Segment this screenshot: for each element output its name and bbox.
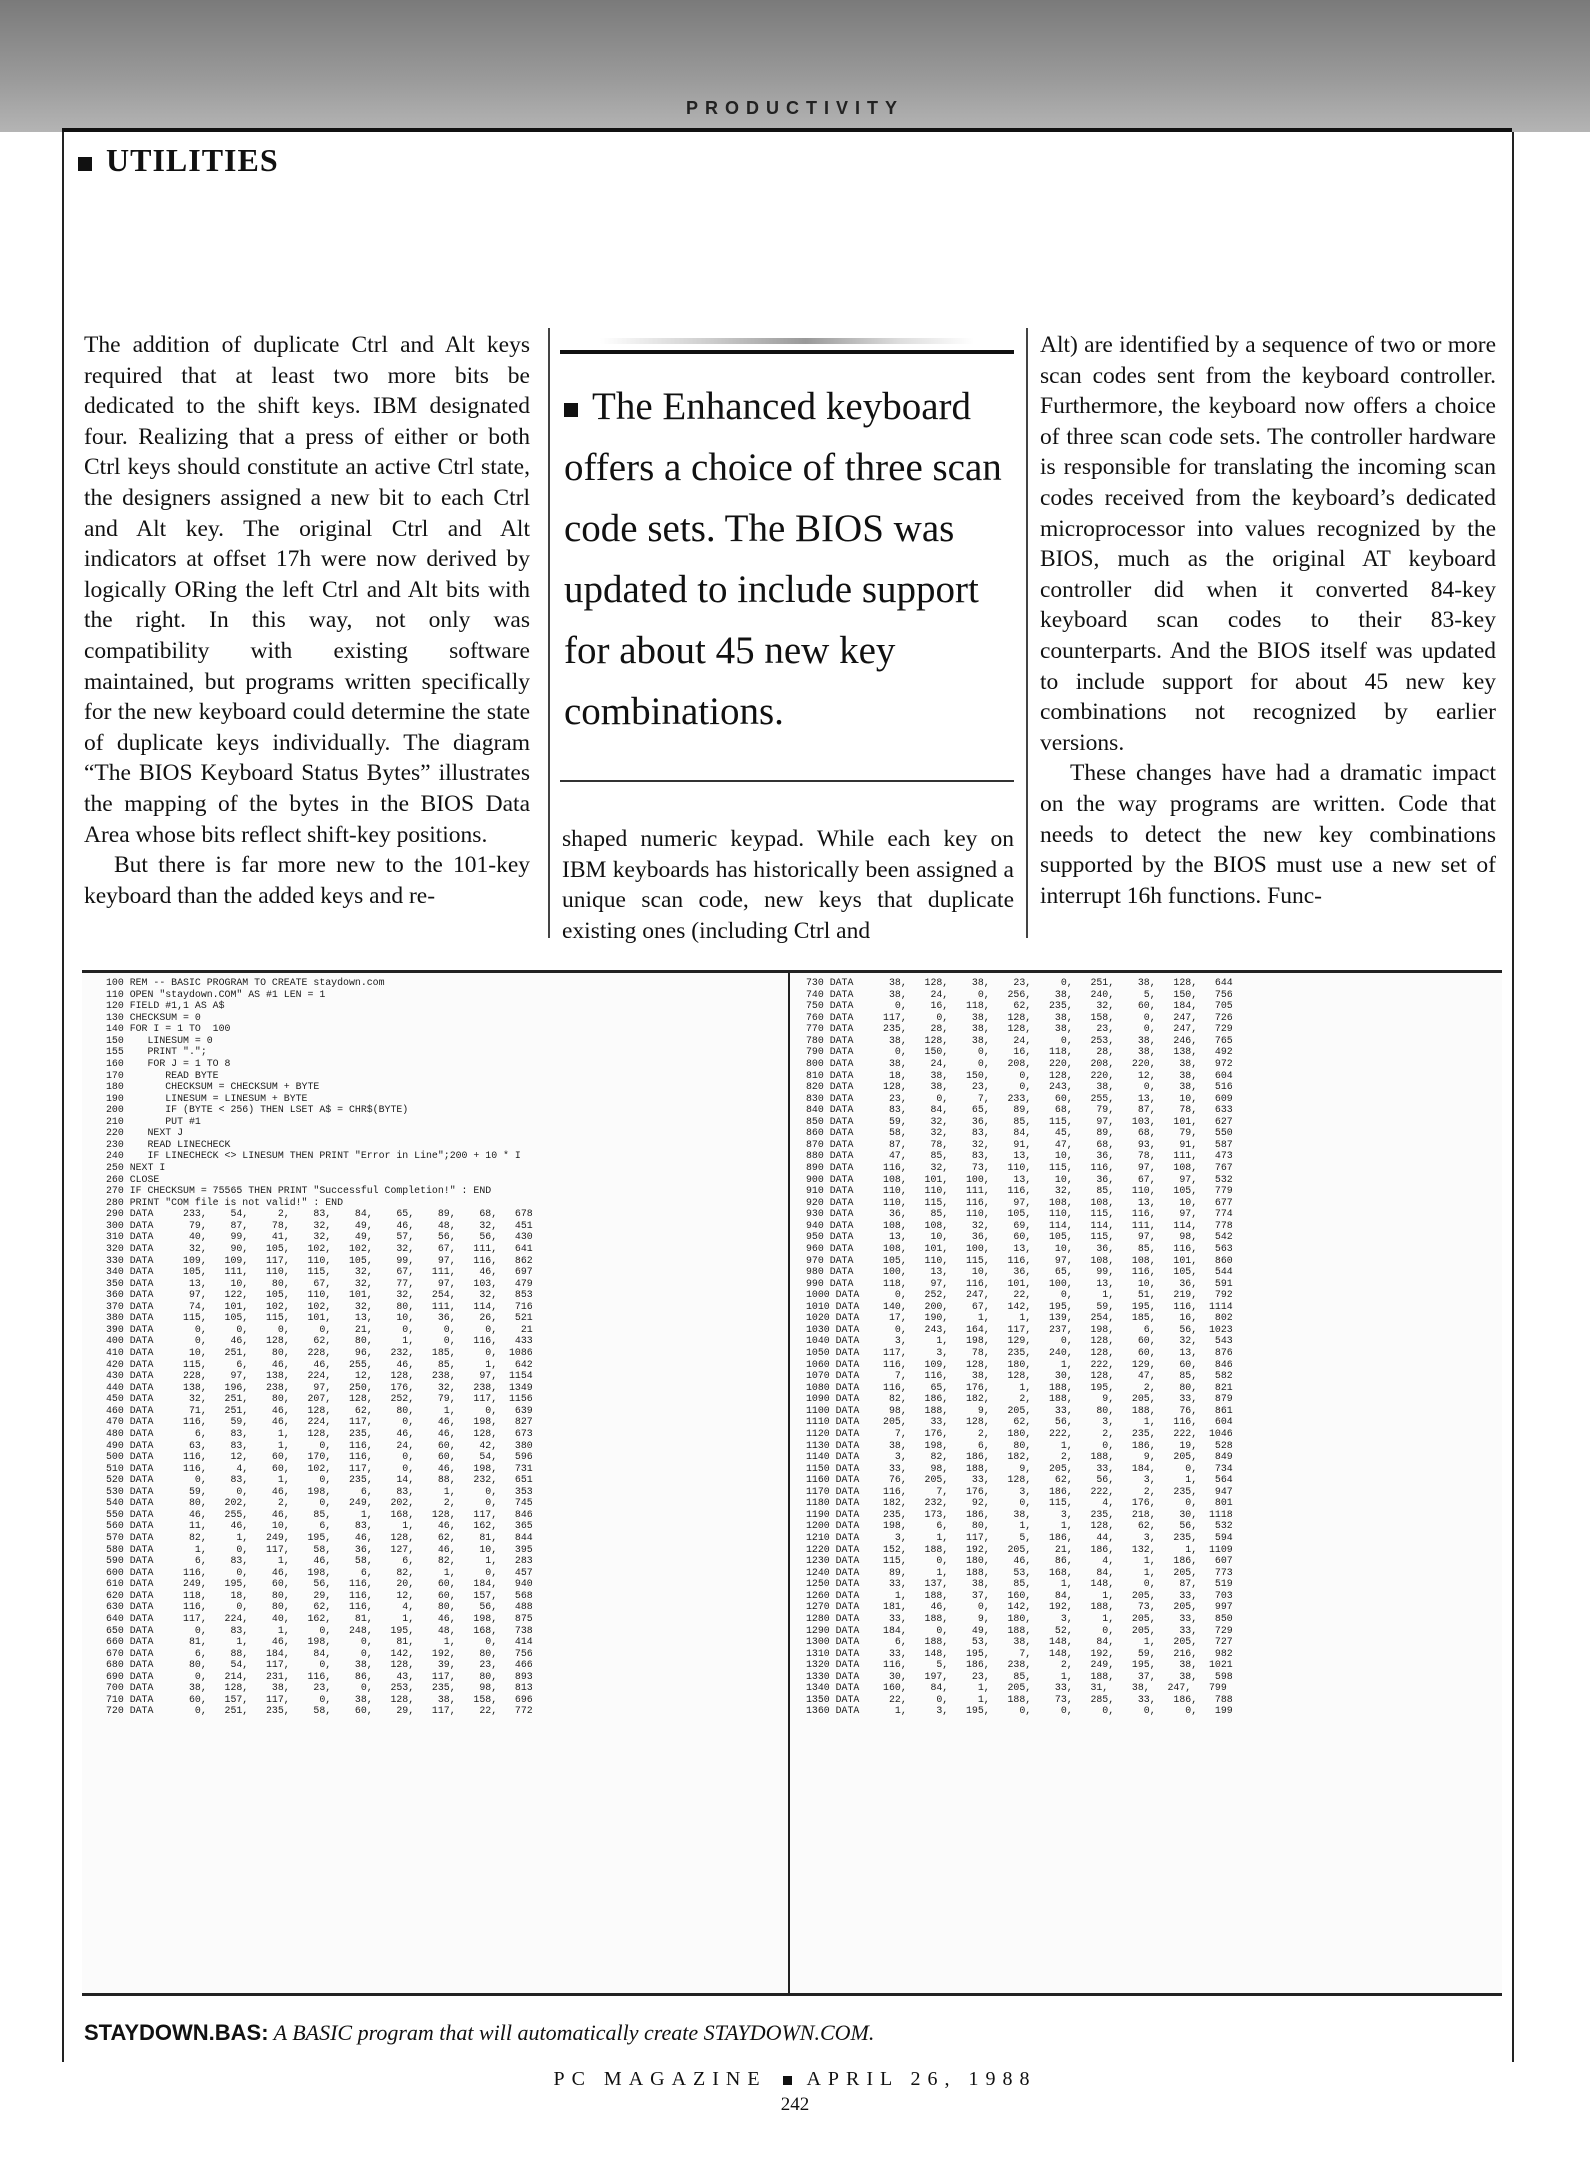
pull-quote-box [560,338,1014,782]
pull-quote [560,354,1014,766]
bullet-square-icon [78,157,92,171]
paragraph: The addition of duplicate Ctrl and Alt keys required that at least two more bits be dedicated to the shift keys. IBM designated four. Realizing that a press of either or both Ctrl keys should constitute an active Ctrl state, the designers assigned a new bit to each Ctrl and Alt key. The original Ctrl and Alt indicators at offset 17h were now derived by logically ORing the left Ctrl and Alt bits with the right. In this way, not only was compatibility with existing software maintained, but programs written specifically for the new keyboard could determine the state of duplicate keys individually. The diagram “The BIOS Keyboard Status Bytes” illustrates the mapping of the bytes in the BIOS Data Area whose bits reflect shift-key positions. [84,332,530,848]
pull-quote-bottom-rule [560,780,1014,782]
section-label: PRODUCTIVITY [685,98,904,118]
department-heading [78,142,279,179]
column-rule [1026,328,1028,938]
column-rule [548,328,550,938]
pull-quote-text: The Enhanced keyboard offers a choice of three scan code sets. The BIOS was updated to include support for about 45 new key combinations. [564,385,1002,733]
left-margin-rule [62,132,64,2062]
article-column-1 [84,330,530,911]
page-number: 242 [780,2094,810,2115]
paragraph: These changes have had a dramatic impact on the way programs are written. Code that needs to detect the new key combinations supported by the BIOS must use a new set of interrupt 16h functions. Func- [1040,760,1496,909]
right-margin-rule [1512,132,1514,2062]
listing-divider [788,973,790,1993]
issue-date: APRIL 26, 1988 [806,2068,1037,2090]
bullet-square-icon [564,403,578,417]
page-footer [0,2068,1590,2091]
caption-text: A BASIC program that will automatically create STAYDOWN.COM. [268,2020,875,2045]
department-title: UTILITIES [106,142,279,178]
magazine-name: PC MAGAZINE [553,2068,767,2090]
paragraph: shaped numeric keypad. While each key on IBM keyboards has historically been assigned a unique scan code, new keys that duplicate existing ones (including Ctrl and [562,826,1014,944]
listing-left-column: 100 REM -- BASIC PROGRAM TO CREATE staydown.com 110 OPEN "staydown.COM" AS #1 LEN = 1 120 FIELD #1,1 AS A$ 130 CHECKSUM = 0 140 FOR I = 1 TO 100 150 LINESUM = 0 155 PRINT "."; 160 FOR J = 1 TO 8 170 READ BYTE 180 CHECKSUM = CHECKSUM + BYTE 190 LINESUM = LINESUM + BYTE 200 IF (BYTE < 256) THEN LSET A$ = CHR$(BYTE) 210 PUT #1 220 NEXT J 230 READ LINECHECK 240 IF LINECHECK <> LINESUM THEN PRINT "Error in Line";200 + 10 * I 250 NEXT I 260 CLOSE 270 IF CHECKSUM = 75565 THEN PRINT "Successful Completion!" : END 280 PRINT "COM file is not valid!" : END 290 DATA 233, 54, 2, 83, 84, 65, 89, 68, 678 300 DATA 79, 87, 78, 32, 49, 46, 48, 32, 451 310 DATA 40, 99, 41, 32, 49, 57, 56, 56, 430 320 DATA 32, 90, 105, 102, 102, 32, 67, 111, 641 330 DATA 109, 109, 117, 110, 105, 99, 97, 116, 862 340 DATA 105, 111, 110, 115, 32, 67, 111, 46, 697 350 DATA 13, 10, 80, 67, 32, 77, 97, 103, 479 360 DATA 97, 122, 105, 110, 101, 32, 254, 32, 853 370 DATA 74, 101, 102, 102, 32, 80, 111, 114, 716 380 DATA 115, 105, 115, 101, 13, 10, 36, 26, 521 390 DATA 0, 0, 0, 0, 21, 0, 0, 0, 21 400 DATA 0, 46, 128, 62, 80, 1, 0, 116, 433 410 DATA 10, 251, 80, 228, 96, 232, 185, 0, 1086 420 DATA 115, 6, 46, 46, 255, 46, 85, 1, 642 430 DATA 228, 97, 138, 224, 12, 128, 238, 97, 1154 440 DATA 138, 196, 238, 97, 250, 176, 32, 238, 1349 450 DATA 32, 251, 80, 207, 128, 252, 79, 117, 1156 460 DATA 71, 251, 46, 128, 62, 80, 1, 0, 639 470 DATA 116, 59, 46, 224, 117, 0, 46, 198, 827 480 DATA 6, 83, 1, 128, 235, 46, 46, 128, 673 490 DATA 63, 83, 1, 0, 116, 24, 60, 42, 380 500 DATA 116, 12, 60, 170, 116, 0, 60, 54, 596 510 DATA 116, 4, 60, 102, 117, 0, 46, 198, 731 520 DATA 0, 83, 1, 0, 235, 14, 88, 232, 651 530 DATA 59, 0, 46, 198, 6, 83, 1, 0, 353 540 DATA 80, 202, 2, 0, 249, 202, 2, 0, 745 550 DATA 46, 255, 46, 85, 1, 168, 128, 117, 846 560 DATA 11, 46, 10, 6, 83, 1, 46, 162, 365 570 DATA 82, 1, 249, 195, 46, 128, 62, 81, 844 580 DATA 1, 0, 117, 58, 36, 127, 46, 10, 395 590 DATA 6, 83, 1, 46, 58, 6, 82, 1, 283 600 DATA 116, 0, 46, 198, 6, 82, 1, 0, 457 610 DATA 249, 195, 60, 56, 116, 20, 60, 184, 940 620 DATA 118, 18, 80, 29, 116, 12, 60, 157, 568 630 DATA 116, 0, 80, 62, 116, 4, 80, 56, 488 640 DATA 117, 224, 40, 162, 81, 1, 46, 198, 875 650 DATA 0, 83, 1, 0, 248, 195, 48, 168, 738 660 DATA 81, 1, 46, 198, 0, 81, 1, 0, 414 670 DATA 6, 88, 184, 84, 0, 142, 192, 80, 756 680 DATA 80, 54, 117, 0, 38, 128, 39, 23, 466 690 DATA 0, 214, 231, 116, 86, 43, 117, 80, 893 700 DATA 38, 128, 38, 23, 0, 253, 235, 98, 813 710 DATA 60, 157, 117, 0, 38, 128, 38, 158, 696 720 DATA 0, 251, 235, 58, 60, 29, 117, 22, 772 [106,977,533,1717]
header-rule [62,128,1512,132]
paragraph: But there is far more new to the 101-key keyboard than the added keys and re- [84,852,530,909]
paragraph: Alt) are identified by a sequence of two or more scan codes sent from the keyboard controller. Furthermore, the keyboard now offers a choice of three scan code sets. The controller hardware is responsible for translating the incoming scan codes received from the keyboard’s dedicated microprocessor into values recognized by the BIOS, much as the original AT keyboard controller did when it converted 84-key keyboard scan codes to their 83-key counterparts. And the BIOS itself was updated to include support for about 45 new key combinations not recognized by earlier versions. [1040,332,1496,756]
listing-caption [84,2020,874,2046]
article-column-2 [562,824,1014,946]
decorative-smudge [600,338,974,344]
listing-right-column: 730 DATA 38, 128, 38, 23, 0, 251, 38, 128, 644 740 DATA 38, 24, 0, 256, 38, 240, 5, 150, 756 750 DATA 0, 16, 118, 62, 235, 32, 60, 184, 705 760 DATA 117, 0, 38, 128, 38, 158, 0, 247, 726 770 DATA 235, 28, 38, 128, 38, 23, 0, 247, 729 780 DATA 38, 128, 38, 24, 0, 253, 38, 246, 765 790 DATA 0, 150, 0, 16, 118, 28, 38, 138, 492 800 DATA 38, 24, 0, 208, 220, 208, 220, 38, 972 810 DATA 18, 38, 150, 0, 128, 220, 12, 38, 604 820 DATA 128, 38, 23, 0, 243, 38, 0, 38, 516 830 DATA 23, 0, 7, 233, 60, 255, 13, 10, 609 840 DATA 83, 84, 65, 89, 68, 79, 87, 78, 633 850 DATA 59, 32, 36, 85, 115, 97, 103, 101, 627 860 DATA 58, 32, 83, 84, 45, 89, 68, 79, 550 870 DATA 87, 78, 32, 91, 47, 68, 93, 91, 587 880 DATA 47, 85, 83, 13, 10, 36, 78, 111, 473 890 DATA 116, 32, 73, 110, 115, 116, 97, 108, 767 900 DATA 108, 101, 100, 13, 10, 36, 67, 97, 532 910 DATA 110, 110, 111, 116, 32, 85, 110, 105, 779 920 DATA 110, 115, 116, 97, 108, 108, 13, 10, 677 930 DATA 36, 85, 110, 105, 110, 115, 116, 97, 774 940 DATA 108, 108, 32, 69, 114, 114, 111, 114, 778 950 DATA 13, 10, 36, 60, 105, 115, 97, 98, 542 960 DATA 108, 101, 100, 13, 10, 36, 85, 116, 563 970 DATA 105, 110, 115, 116, 97, 108, 108, 101, 860 980 DATA 100, 13, 10, 36, 65, 99, 116, 105, 544 990 DATA 118, 97, 116, 101, 100, 13, 10, 36, 591 1000 DATA 0, 252, 247, 22, 0, 1, 51, 219, 792 1010 DATA 140, 200, 67, 142, 195, 59, 195, 116, 1114 1020 DATA 17, 190, 1, 1, 139, 254, 185, 16, 802 1030 DATA 0, 243, 164, 117, 237, 198, 6, 56, 1023 1040 DATA 3, 1, 198, 129, 0, 128, 60, 32, 543 1050 DATA 117, 3, 78, 235, 240, 128, 60, 13, 876 1060 DATA 116, 109, 128, 180, 1, 222, 129, 60, 846 1070 DATA 7, 116, 38, 128, 30, 128, 47, 85, 582 1080 DATA 116, 65, 176, 1, 188, 195, 2, 80, 821 1090 DATA 82, 186, 182, 2, 188, 9, 205, 33, 879 1100 DATA 98, 188, 9, 205, 33, 80, 188, 76, 861 1110 DATA 205, 33, 128, 62, 56, 3, 1, 116, 604 1120 DATA 7, 176, 2, 180, 222, 2, 235, 222, 1046 1130 DATA 38, 198, 6, 80, 1, 0, 186, 19, 528 1140 DATA 3, 82, 186, 182, 2, 188, 9, 205, 849 1150 DATA 33, 98, 188, 9, 205, 33, 184, 0, 734 1160 DATA 76, 205, 33, 128, 62, 56, 3, 1, 564 1170 DATA 116, 7, 176, 3, 186, 222, 2, 235, 947 1180 DATA 182, 232, 92, 0, 115, 4, 176, 0, 801 1190 DATA 235, 173, 186, 38, 3, 235, 218, 30, 1118 1200 DATA 198, 6, 80, 1, 1, 128, 62, 56, 532 1210 DATA 3, 1, 117, 5, 186, 44, 3, 235, 594 1220 DATA 152, 188, 192, 205, 21, 186, 132, 1, 1109 1230 DATA 115, 0, 180, 46, 86, 4, 1, 186, 607 1240 DATA 89, 1, 188, 53, 168, 84, 1, 205, 773 1250 DATA 33, 137, 38, 85, 1, 148, 0, 87, 519 1260 DATA 1, 188, 37, 160, 84, 1, 205, 33, 703 1270 DATA 181, 46, 0, 142, 192, 188, 73, 205, 997 1280 DATA 33, 188, 9, 180, 3, 1, 205, 33, 850 1290 DATA 184, 0, 49, 188, 52, 0, 205, 33, 729 1300 DATA 6, 188, 53, 38, 148, 84, 1, 205, 727 1310 DATA 33, 148, 195, 7, 148, 192, 59, 216, 982 1320 DATA 116, 5, 186, 238, 2, 249, 195, 38, 1021 1330 DATA 30, 197, 23, 85, 1, 188, 37, 38, 598 1340 DATA 160, 84, 1, 205, 33, 31, 38, 247, 799 1350 DATA 22, 0, 1, 188, 73, 285, 33, 186, 788 1360 DATA 1, 3, 195, 0, 0, 0, 0, 0, 199 [806,977,1233,1717]
code-listing [82,970,1502,1996]
article-column-3 [1040,330,1496,911]
bullet-square-icon [783,2076,792,2085]
caption-label: STAYDOWN.BAS: [84,2020,269,2045]
